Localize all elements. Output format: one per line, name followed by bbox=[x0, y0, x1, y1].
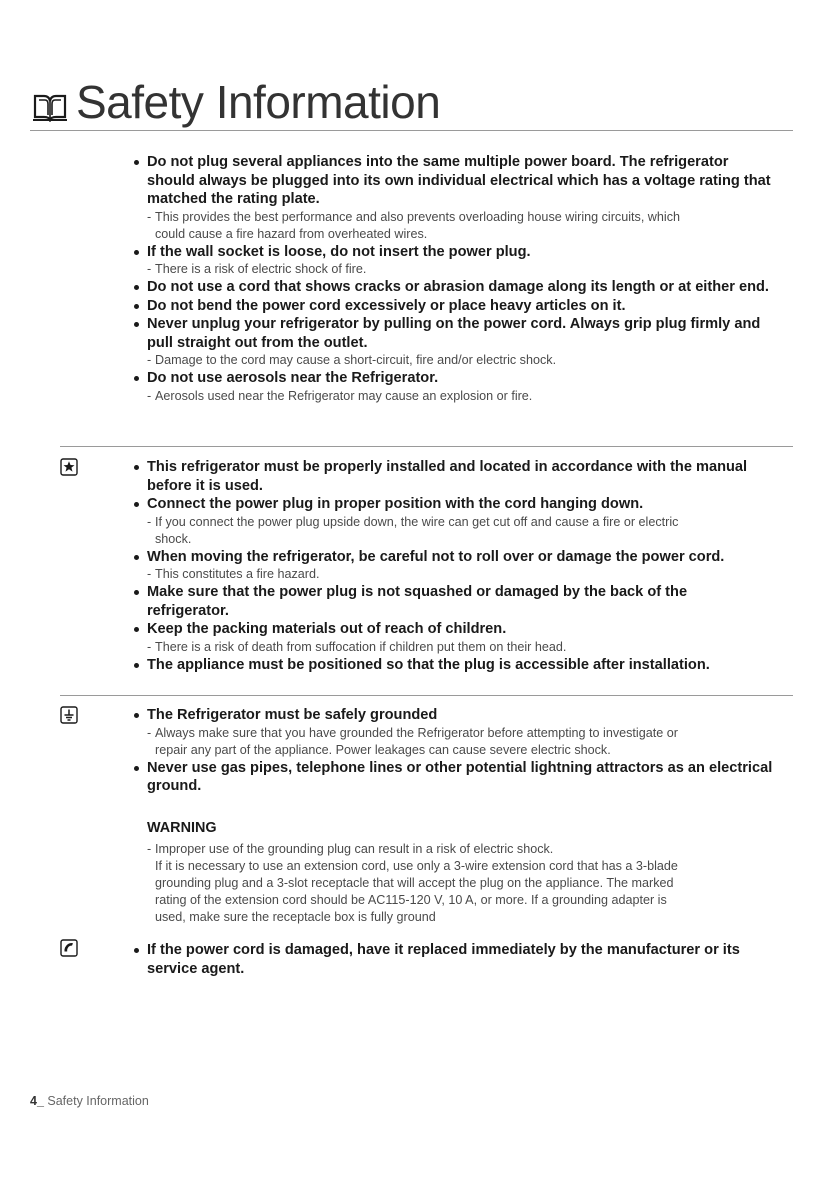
list-item bbox=[133, 458, 793, 495]
item-heading: The Refrigerator must be safely grounded bbox=[133, 706, 793, 725]
item-description: - This provides the best performance and also prevents overloading house wiring circuits, which could cause a fire hazard from overheated wires. bbox=[133, 209, 793, 243]
item-heading: Do not bend the power cord excessively or place heavy articles on it. bbox=[133, 297, 793, 316]
section-divider bbox=[60, 446, 793, 447]
footer-section-name: Safety Information bbox=[43, 1094, 149, 1108]
list-item bbox=[133, 153, 793, 243]
warning-title: WARNING bbox=[147, 820, 217, 836]
call-service-icon bbox=[60, 939, 78, 957]
list-item bbox=[133, 941, 793, 978]
section-divider bbox=[60, 695, 793, 696]
item-description: - If you connect the power plug upside down, the wire can get cut off and cause a fire or electric shock. bbox=[133, 514, 793, 548]
item-list bbox=[133, 706, 793, 796]
ground-icon bbox=[60, 706, 78, 724]
page-footer bbox=[30, 1094, 149, 1108]
item-description: - There is a risk of electric shock of fire. bbox=[133, 261, 793, 278]
item-description: - Aerosols used near the Refrigerator may cause an explosion or fire. bbox=[133, 388, 793, 405]
warning-text: - Improper use of the grounding plug can result in a risk of electric shock. If it is necessary to use an extension cord, use only a 3-wire extension cord that has a 3-blade grounding plug and a 3-slot receptacle that will accept the plug on the appliance. The marked rating of the extension cord should be AC115-120 V, 10 A, or more. If a grounding adapter is used, make sure the receptacle box is fully ground bbox=[147, 841, 805, 926]
list-item bbox=[133, 297, 793, 316]
item-heading: When moving the refrigerator, be careful not to roll over or damage the power cord. bbox=[133, 548, 793, 567]
item-heading: Do not use aerosols near the Refrigerator. bbox=[133, 369, 793, 388]
item-list bbox=[133, 458, 793, 674]
item-heading: Never use gas pipes, telephone lines or other potential lightning attractors as an electrical ground. bbox=[133, 759, 793, 796]
item-heading: Never unplug your refrigerator by pulling on the power cord. Always grip plug firmly and pull straight out from the outlet. bbox=[133, 315, 793, 352]
item-heading: Make sure that the power plug is not squashed or damaged by the back of the refrigerator. bbox=[133, 583, 793, 620]
list-item bbox=[133, 369, 793, 405]
book-icon bbox=[32, 92, 68, 122]
list-item bbox=[133, 243, 793, 279]
item-heading: Keep the packing materials out of reach of children. bbox=[133, 620, 793, 639]
item-heading: If the power cord is damaged, have it replaced immediately by the manufacturer or its service agent. bbox=[133, 941, 793, 978]
item-heading: Connect the power plug in proper position with the cord hanging down. bbox=[133, 495, 793, 514]
list-item bbox=[133, 759, 793, 796]
important-star-icon bbox=[60, 458, 78, 476]
list-item bbox=[133, 278, 793, 297]
page-title: Safety Information bbox=[76, 76, 441, 128]
list-item bbox=[133, 656, 793, 675]
item-heading: Do not plug several appliances into the same multiple power board. The refrigerator should always be plugged into its own individual electrical which has a voltage rating that matched the rating plate. bbox=[133, 153, 793, 209]
list-item bbox=[133, 620, 793, 656]
list-item bbox=[133, 548, 793, 584]
item-heading: If the wall socket is loose, do not insert the power plug. bbox=[133, 243, 793, 262]
item-description: - This constitutes a fire hazard. bbox=[133, 566, 793, 583]
item-heading: This refrigerator must be properly installed and located in accordance with the manual before it is used. bbox=[133, 458, 793, 495]
item-list bbox=[133, 153, 793, 405]
item-list bbox=[133, 941, 793, 978]
item-description: - Damage to the cord may cause a short-circuit, fire and/or electric shock. bbox=[133, 352, 793, 369]
page-number: 4_ bbox=[30, 1094, 44, 1108]
list-item bbox=[133, 315, 793, 369]
page-header bbox=[30, 76, 793, 131]
item-description: - There is a risk of death from suffocation if children put them on their head. bbox=[133, 639, 793, 656]
item-description: - Always make sure that you have grounded the Refrigerator before attempting to investigate or repair any part of the appliance. Power leakages can cause severe electric shock. bbox=[133, 725, 793, 759]
item-heading: Do not use a cord that shows cracks or abrasion damage along its length or at either end. bbox=[133, 278, 793, 297]
list-item bbox=[133, 583, 793, 620]
item-heading: The appliance must be positioned so that the plug is accessible after installation. bbox=[133, 656, 793, 675]
list-item bbox=[133, 706, 793, 759]
list-item bbox=[133, 495, 793, 548]
